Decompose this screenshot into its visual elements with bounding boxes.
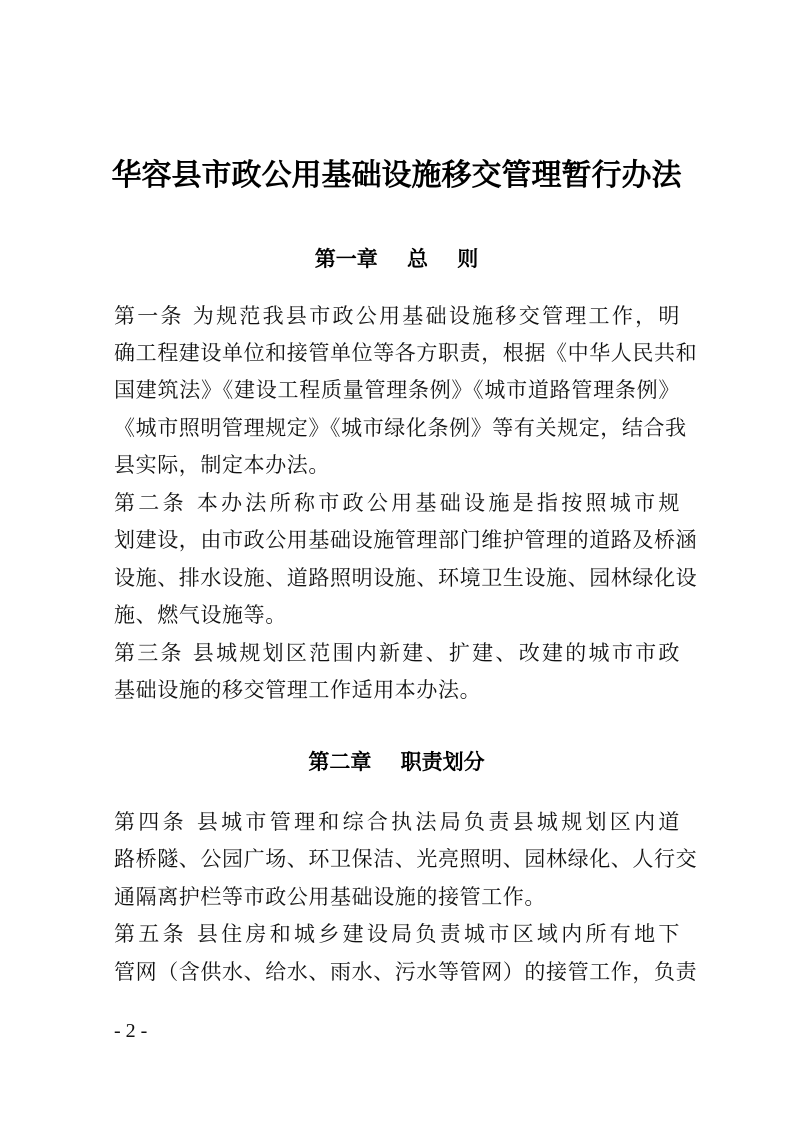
paragraph-line: 《城市照明管理规定》《城市绿化条例》等有关规定，结合我 [114, 416, 687, 440]
paragraph-line: 第三条 县城规划区范围内新建、扩建、改建的城市市政 [114, 641, 680, 665]
paragraph-line: 施、燃气设施等。 [114, 603, 287, 627]
paragraph-line: 通隔离护栏等市政公用基础设施的接管工作。 [114, 885, 546, 909]
page-number: - 2 - [114, 1020, 148, 1042]
paragraph-line: 第二条 本办法所称市政公用基础设施是指按照城市规 [114, 491, 680, 515]
paragraph-line: 第五条 县住房和城乡建设局负责城市区域内所有地下 [114, 922, 680, 946]
paragraph-line: 县实际，制定本办法。 [114, 453, 330, 477]
paragraph-line: 第四条 县城市管理和综合执法局负责县城规划区内道 [114, 810, 680, 834]
paragraph-line: 国建筑法》《建设工程质量管理条例》《城市道路管理条例》 [114, 378, 680, 402]
paragraph-line: 管网（含供水、给水、雨水、污水等管网）的接管工作，负责 [114, 960, 698, 984]
paragraph-line: 划建设，由市政公用基础设施管理部门维护管理的道路及桥涵 [114, 528, 698, 552]
chapter-heading-2: 第二章 职责划分 [308, 750, 485, 774]
paragraph-line: 路桥隧、公园广场、环卫保洁、光亮照明、园林绿化、人行交 [114, 847, 698, 871]
document-title: 华容县市政公用基础设施移交管理暂行办法 [111, 158, 682, 193]
paragraph-line: 确工程建设单位和接管单位等各方职责，根据《中华人民共和 [114, 341, 698, 365]
chapter-heading-1: 第一章 总 则 [314, 247, 479, 271]
paragraph-line: 第一条 为规范我县市政公用基础设施移交管理工作，明 [114, 304, 680, 328]
paragraph-line: 基础设施的移交管理工作适用本办法。 [114, 678, 482, 702]
paragraph-line: 设施、排水设施、道路照明设施、环境卫生设施、园林绿化设 [114, 566, 698, 590]
